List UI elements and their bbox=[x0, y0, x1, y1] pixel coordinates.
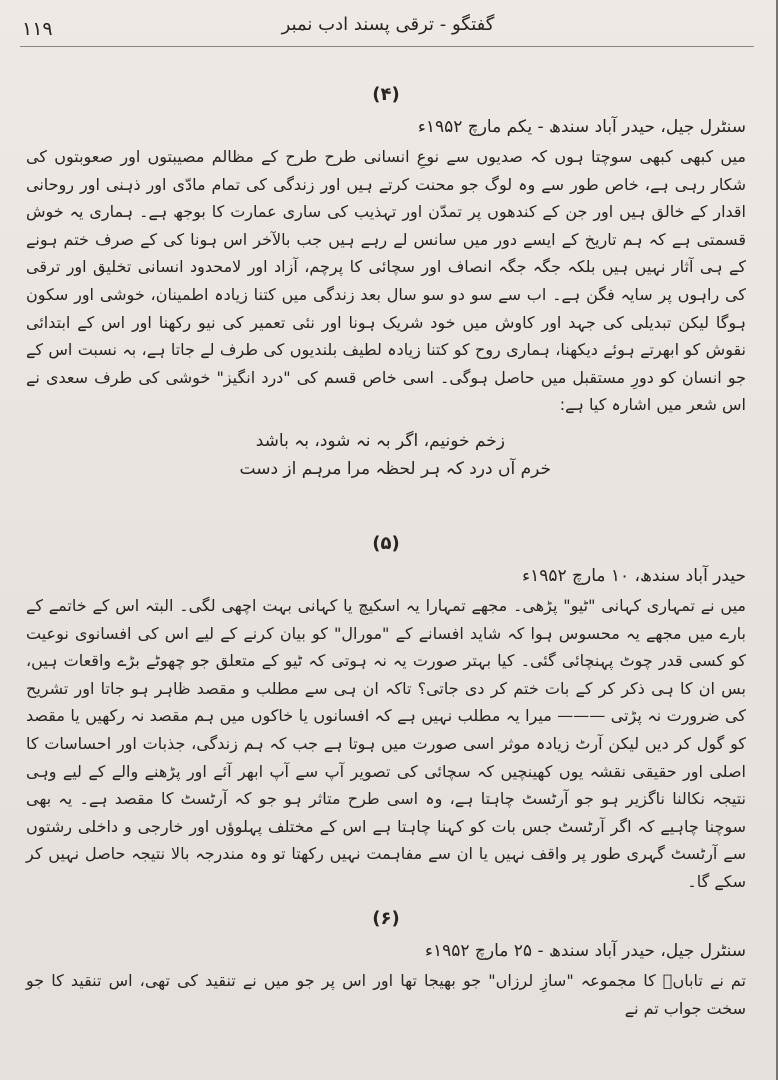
persian-verse bbox=[221, 427, 551, 483]
header-rule bbox=[20, 46, 754, 47]
letter-number: (۶) bbox=[372, 908, 400, 929]
verse-line: زخم خونیم، اگر بہ نہ شود، بہ باشد bbox=[255, 430, 505, 451]
letter-number: (۵) bbox=[372, 533, 400, 554]
verse-line: خرم آں درد کہ ہر لحظہ مرا مرہم از دست bbox=[239, 458, 551, 479]
page-number: ۱۱۹ bbox=[22, 18, 53, 40]
letter-paragraph: میں کبھی کبھی سوچتا ہوں کہ صدیوں سے نوعِ انسانی طرح طرح کے مظالم مصیبتوں اور صعوبتوں کی شکار رہی ہے، خاص طور سے وہ لوگ جو محنت کرتے ہیں اور زندگی کی تمام مادّی اور ذہنی اور روحانی اقدار کے خالق ہیں اور جن کے کندھوں پر تمدّن اور تہذیب کی ساری عمارت کا بوجھ ہے۔ ہماری یہ خوش قسمتی ہے کہ ہم تاریخ کے ایسے دور میں سانس لے رہے ہیں جب بالآخر اس ہونا کی کے صرف ختم ہونے کے ہی آثار نہیں ہیں بلکہ جگہ جگہ انصاف اور سچائی کا پرچم، آزاد اور لامحدود انسانی تخلیق اور ترقی کی راہوں پر سایہ فگن ہے۔ اب سے سو دو سو سال بعد زندگی میں کتنا زیادہ اطمینان، خوشی اور سکون ہوگا لیکن تبدیلی کی جہد اور کاوش میں خود شریک ہونا اور نئی تعمیر کی نیو رکھنا اور اس کے ابتدائی نقوش کو ابھرتے ہوئے دیکھنا، ہماری روح کو کتنا زیادہ لطیف بلندیوں کی طرف لے جاتا ہے، بہ نسبت اس کے جو انسان کو دورِ مستقبل میں حاصل ہوگی۔ اسی خاص قسم کی "درد انگیز" خوشی کی طرف سعدی نے اس شعر میں اشارہ کیا ہے: bbox=[26, 147, 746, 415]
letter-paragraph: تم نے تاباںؔ کا مجموعہ "سازِ لرزاں" جو بھیجا تھا اور اس پر جو میں نے تنقید کی تھی، اس تنقید کا جو سخت جواب تم نے bbox=[26, 971, 746, 1018]
letter-5 bbox=[26, 533, 746, 896]
letter-dateline: حیدر آباد سندھ، ۱۰ مارچ ۱۹۵۲ء bbox=[522, 566, 746, 586]
letter-dateline: سنٹرل جیل، حیدر آباد سندھ - یکم مارچ ۱۹۵۲ء bbox=[417, 117, 746, 137]
letter-paragraph: میں نے تمہاری کہانی "ٹیو" پڑھی۔ مجھے تمہارا یہ اسکیچ یا کہانی بہت اچھی لگی۔ البتہ اس کے خاتمے کے بارے میں مجھے یہ محسوس ہوا کہ شاید افسانے کے "مورال" کو بیان کرنے کے لیے اس کی افسانوی نوعیت کو کسی قدر چوٹ پہنچائی گئی۔ کیا بہتر صورت یہ نہ ہوتی کہ ٹیو کے متعلق جو چھوٹے بڑے واقعات ہیں، بس ان کا ہی ذکر کر کے بات ختم کر دی جاتی؟ تاکہ ان ہی سے مطلب و مقصد ظاہر ہو جاتا اور تشریح کی ضرورت نہ پڑتی ——— میرا یہ مطلب نہیں ہے کہ افسانوں یا خاکوں میں ہم مقصد نہ رکھیں یا مقصد کو گول کر دیں لیکن آرٹ زیادہ موثر اسی صورت میں ہوتا ہے جب کہ ہم زندگی، جذبات اور احساسات کا اصلی اور حقیقی نقشہ یوں کھینچیں کہ سچائی کی تصویر آپ سے آپ ابھر آئے اور پڑھنے والے کے لیے وہی نتیجہ نکالنا ناگزیر ہو جو آرٹسٹ چاہتا ہے، وہ اسی طرح متاثر ہو جو کہ آرٹسٹ کا مقصد ہے۔ یہ بھی سوچنا چاہیے کہ اگر آرٹسٹ جس بات کو کہنا چاہتا ہے اس کے مختلف پہلوؤں اور خارجی و داخلی رشتوں سے آرٹسٹ گہری طور پر واقف نہیں یا ان سے مفاہمت نہیں رکھتا تو وہ مندرجہ بالا نتیجہ حاصل نہیں کر سکے گا۔ bbox=[26, 596, 747, 891]
running-head: گفتگو - ترقی پسند ادب نمبر bbox=[281, 14, 495, 35]
letter-dateline: سنٹرل جیل، حیدر آباد سندھ - ۲۵ مارچ ۱۹۵۲ء bbox=[424, 941, 746, 961]
letter-4 bbox=[26, 84, 746, 483]
letter-6 bbox=[26, 908, 746, 1022]
letter-number: (۴) bbox=[372, 84, 400, 105]
